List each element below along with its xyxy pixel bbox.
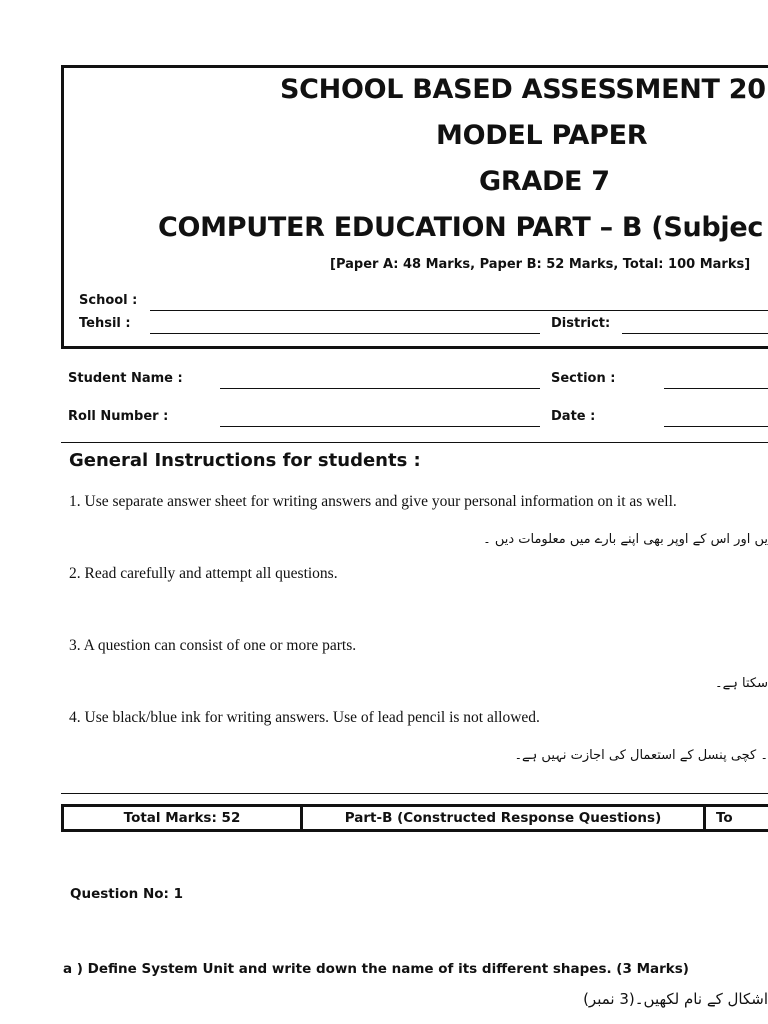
subject-title: COMPUTER EDUCATION PART – B (Subjec	[158, 212, 764, 243]
instruction-1-urdu: یں اور اس کے اوپر بھی اپنے بارے میں معلومات دیں ۔	[483, 532, 768, 547]
instruction-2: 2. Read carefully and attempt all questions.	[69, 565, 338, 582]
student-name-label: Student Name :	[68, 371, 183, 386]
instructions-title: General Instructions for students :	[69, 450, 421, 471]
part-b-cell: Part-B (Constructed Response Questions)	[344, 810, 662, 826]
school-label: School :	[79, 293, 138, 308]
district-field[interactable]	[622, 333, 768, 334]
cell-divider	[703, 804, 706, 832]
assessment-title: SCHOOL BASED ASSESSMENT 20	[280, 74, 766, 105]
time-cell: To	[716, 810, 733, 826]
marks-info: [Paper A: 48 Marks, Paper B: 52 Marks, Total: 100 Marks]	[330, 257, 751, 272]
paper-type-title: MODEL PAPER	[436, 120, 648, 151]
instruction-4-urdu: ۔ کچی پنسل کے استعمال کی اجازت نہیں ہے۔	[514, 748, 768, 763]
marks-bar	[61, 804, 768, 832]
instruction-4: 4. Use black/blue ink for writing answers. Use of lead pencil is not allowed.	[69, 709, 540, 726]
district-label: District:	[551, 316, 611, 331]
roll-number-field[interactable]	[220, 426, 540, 427]
instruction-3: 3. A question can consist of one or more parts.	[69, 637, 357, 654]
question-part-a: a ) Define System Unit and write down the name of its different shapes. (3 Marks)	[63, 961, 689, 977]
tehsil-label: Tehsil :	[79, 316, 131, 331]
grade-title: GRADE 7	[479, 166, 610, 197]
question-part-a-urdu: اشکال کے نام لکھیں۔(3 نمبر)	[583, 990, 768, 1008]
section-field[interactable]	[664, 388, 768, 389]
question-number: Question No: 1	[70, 886, 184, 902]
marks-top-rule	[61, 793, 768, 794]
total-marks-cell: Total Marks: 52	[123, 810, 241, 826]
header-box	[61, 65, 768, 349]
instruction-1: 1. Use separate answer sheet for writing answers and give your personal information on it as well.	[69, 493, 677, 510]
student-name-field[interactable]	[220, 388, 540, 389]
date-label: Date :	[551, 409, 596, 424]
roll-number-label: Roll Number :	[68, 409, 169, 424]
section-label: Section :	[551, 371, 616, 386]
section-divider	[61, 442, 768, 443]
school-field[interactable]	[150, 310, 768, 311]
date-field[interactable]	[664, 426, 768, 427]
tehsil-field[interactable]	[150, 333, 540, 334]
instruction-3-urdu: سکتا ہے۔	[715, 676, 768, 691]
